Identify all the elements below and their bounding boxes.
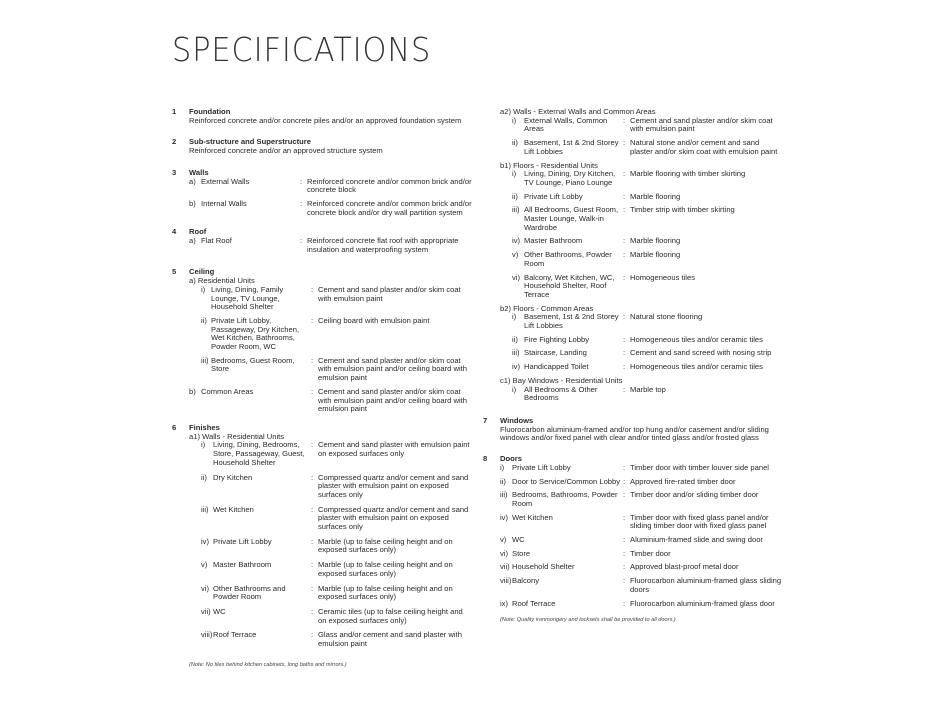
spec-row: i) Living, Dining, Family Lounge, TV Lounge, Household Shelter : Cement and sand plaster and/or skim coat with emulsion paint [201,286,472,312]
item-desc: Compressed quartz and/or cement and sand plaster with emulsion paint on exposed surfaces only [318,504,469,532]
spec-row: ii) Door to Service/Common Lobby : Approved fire-rated timber door [500,478,783,487]
subsection-heading: a2) Walls - External Walls and Common Areas [500,107,656,116]
subsection-heading: b1) Floors - Residential Units [500,160,598,170]
section-number: 4 [172,227,177,237]
section-text: Reinforced concrete and/or an approved structure system [189,146,383,156]
item-label: Staircase, Landing [524,348,587,358]
item-desc: Aluminium-framed slide and swing door [630,535,763,545]
subsection-heading: a1) Walls - Residential Units [189,431,285,441]
item-label: Living, Dining, Bedrooms, Store, Passageway, Guest, Household Shelter [213,440,305,467]
spec-row: iii) Staircase, Landing : Cement and sand screed with nosing strip [512,349,783,358]
item-desc: Homogeneous tiles and/or ceramic tiles [630,334,763,344]
b2-list [512,313,783,372]
subsection-heading: a) Residential Units [189,276,255,286]
section-title: Doors [500,454,522,464]
doors-list [500,464,783,608]
item-desc: Glass and/or cement and sand plaster with emulsion paint [318,630,462,649]
spec-row: i) External Walls, Common Areas : Cement and sand plaster and/or skim coat with emulsion paint [512,117,783,134]
section-title: Sub-structure and Superstructure [189,137,311,147]
item-label: Wet Kitchen [512,512,553,522]
item-mark: iii) [500,490,508,500]
spec-row: b) Common Areas : Cement and sand plaster and/or skim coat with emulsion paint and/or ceiling board with emulsion paint [189,388,472,414]
item-desc: Timber door with timber louver side panel [630,462,769,472]
doors-note: (Note: Quality ironmongery and locksets shall be provided to all doors.) [500,617,676,624]
item-desc: Reinforced concrete and/or common brick and/or concrete block and/or dry wall partition system [307,198,472,217]
spec-row: iii) All Bedrooms, Guest Room, Master Lounge, Walk-in Wardrobe : Timber strip with timber skirting [512,206,783,232]
spec-row: i) Living, Dining, Bedrooms, Store, Passageway, Guest, Household Shelter : Cement and sand plaster with emulsion paint on exposed surfaces only [201,441,472,467]
spec-row: iii) Bedrooms, Bathrooms, Powder Room : Timber door and/or sliding timber door [500,491,783,508]
item-label: Fire Fighting Lobby [524,334,590,344]
item-label: Flat Roof [201,236,232,246]
item-label: Roof Terrace [512,598,556,608]
spec-row: iv) Wet Kitchen : Timber door with fixed glass panel and/or sliding timber door with fixed glass panel [500,514,783,531]
item-mark: i) [201,440,206,450]
item-label: External Walls, Common Areas [524,115,608,134]
item-desc: Timber strip with timber skirting [630,205,735,215]
item-mark: a) [189,236,196,246]
spec-row: a) Flat Roof : Reinforced concrete flat roof with appropriate insulation and waterproofing system [189,237,472,254]
item-mark: b) [189,198,196,208]
item-mark: b) [189,386,196,396]
spec-row: ii) Private Lift Lobby : Marble flooring [512,193,783,202]
item-label: WC [213,606,226,616]
section-structure [172,138,472,155]
item-mark: ii) [512,191,518,201]
item-desc: Fluorocarbon aluminium-framed glass sliding doors [630,576,782,594]
finishes-note: (Note: No tiles behind kitchen cabinets, long baths and mirrors.) [189,661,347,668]
item-mark: ix) [500,598,509,608]
spec-row: a) External Walls : Reinforced concrete and/or common brick and/or concrete block [189,176,472,195]
section-title: Finishes [189,422,220,432]
left-column [172,108,472,669]
section-foundation [172,108,472,125]
item-desc: Cement and sand plaster and/or skim coat with emulsion paint [318,284,461,303]
spec-row: v) WC : Aluminium-framed slide and swing door [500,536,783,545]
item-label: Balcony, Wet Kitchen, WC, Household Shelter, Roof Terrace [524,272,615,299]
item-desc: Reinforced concrete flat roof with appropriate insulation and waterproofing system [307,236,459,254]
spec-row: i) Private Lift Lobby : Timber door with timber louver side panel [500,464,783,473]
spec-row: i) Living, Dining, Dry Kitchen, TV Lounge, Piano Lounge : Marble flooring with timber skirting [512,170,783,187]
item-label: Living, Dining, Family Lounge, TV Lounge, Household Shelter [211,284,284,312]
item-desc: Cement and sand screed with nosing strip [630,348,772,358]
item-label: Door to Service/Common Lobby [512,476,621,486]
item-desc: Cement and sand plaster with emulsion paint on exposed surfaces only [318,440,470,459]
item-mark: vii) [500,562,510,572]
item-mark: vii) [201,606,211,616]
b1-list [512,170,783,299]
item-mark: viii) [201,630,213,640]
item-mark: ii) [512,138,518,148]
spec-row: v) Master Bathroom : Marble (up to false ceiling height and on exposed surfaces only) [201,561,472,578]
item-desc: Approved blast-proof metal door [630,562,739,572]
item-label: Wet Kitchen [213,504,254,514]
item-label: Private Lift Lobby, Passageway, Dry Kitchen, Wet Kitchen, Bathrooms, Powder Room, WC [211,315,300,352]
section-title: Foundation [189,107,231,116]
item-desc: Cement and sand plaster and/or skim coat with emulsion paint [630,115,773,134]
item-label: Handicapped Toilet [524,362,589,372]
item-mark: ii) [201,315,207,325]
item-mark: i) [512,115,517,125]
item-desc: Homogeneous tiles and/or ceramic tiles [630,362,763,372]
spec-row: ii) Dry Kitchen : Compressed quartz and/or cement and sand plaster with emulsion paint on exposed surfaces only [201,474,472,500]
item-desc: Ceramic tiles (up to false ceiling height and on exposed surfaces only) [318,606,463,625]
item-desc: Marble (up to false ceiling height and on exposed surfaces only) [318,583,453,602]
item-mark: i) [512,169,517,179]
item-mark: v) [500,535,507,545]
item-label: Master Bathroom [524,236,583,246]
section-number: 5 [172,267,177,277]
item-desc: Cement and sand plaster and/or skim coat with emulsion paint and/or ceiling board with emulsion paint [318,386,468,414]
item-mark: vi) [500,548,509,558]
item-mark: vi) [512,272,521,282]
section-walls [172,169,472,218]
item-mark: iv) [500,512,509,522]
item-label: Private Lift Lobby [213,536,272,546]
section-number: 6 [172,422,177,432]
item-label: Private Lift Lobby [524,191,583,201]
spec-row: ii) Basement, 1st & 2nd Storey Lift Lobbies : Natural stone and/or cement and sand plaster and/or skim coat with emulsion paint [512,139,783,156]
item-label: Store [512,548,531,558]
item-label: Balcony [512,576,540,586]
item-desc: Natural stone and/or cement and sand plaster and/or skim coat with emulsion paint [630,138,778,156]
item-desc: Compressed quartz and/or cement and sand plaster with emulsion paint on exposed surfaces only [318,472,469,499]
spec-row: vi) Store : Timber door [500,550,783,559]
section-text: Fluorocarbon aluminium-framed and/or top hung and/or casement and/or sliding windows and/or fixed panel with clear and/or tinted glass and/or frosted glass [500,424,769,443]
item-label: Bedrooms, Bathrooms, Powder Room [512,490,618,508]
item-desc: Approved fire-rated timber door [630,476,736,486]
section-number: 8 [483,454,488,464]
spec-row: i) All Bedrooms & Other Bedrooms : Marble top [512,386,783,403]
item-desc: Reinforced concrete and/or common brick and/or concrete block [307,176,472,195]
section-number: 1 [172,107,177,116]
item-label: Basement, 1st & 2nd Storey Lift Lobbies [524,138,619,156]
spec-row: vi) Other Bathrooms and Powder Room : Marble (up to false ceiling height and on exposed surfaces only) [201,585,472,602]
item-mark: v) [201,560,208,570]
item-mark: a) [189,176,196,186]
spec-row: i) Basement, 1st & 2nd Storey Lift Lobbies : Natural stone flooring [512,313,783,330]
section-number: 7 [483,415,488,425]
section-text: Reinforced concrete and/or concrete piles and/or an approved foundation system [189,115,462,125]
item-desc: Timber door and/or sliding timber door [630,490,759,500]
item-mark: iv) [512,236,521,246]
spec-row: iv) Private Lift Lobby : Marble (up to false ceiling height and on exposed surfaces only) [201,538,472,555]
item-desc: Cement and sand plaster and/or skim coat with emulsion paint and/or ceiling board with emulsion paint [318,355,468,383]
spec-row: iii) Wet Kitchen : Compressed quartz and/or cement and sand plaster with emulsion paint on exposed surfaces only [201,506,472,532]
item-label: All Bedrooms, Guest Room, Master Lounge, Walk-in Wardrobe [524,205,619,232]
item-label: Other Bathrooms, Powder Room [524,250,612,268]
spec-row: iv) Master Bathroom : Marble flooring [512,237,783,246]
item-mark: i) [201,284,206,294]
item-desc: Natural stone flooring [630,312,703,322]
item-label: Dry Kitchen [213,472,253,482]
finishes-list [201,441,472,648]
page-title: SPECIFICATIONS [172,30,432,69]
item-mark: i) [500,462,505,472]
item-mark: v) [512,250,519,260]
item-mark: iii) [512,348,520,358]
spec-row: v) Other Bathrooms, Powder Room : Marble flooring [512,251,783,268]
spec-row: iii) Bedrooms, Guest Room, Store : Cement and sand plaster and/or skim coat with emulsion paint and/or ceiling board with emulsion paint [201,357,472,383]
spec-row: ii) Fire Fighting Lobby : Homogeneous tiles and/or ceramic tiles [512,336,783,345]
item-label: Household Shelter [512,562,575,572]
section-number: 3 [172,167,177,177]
item-mark: iv) [512,362,521,372]
item-desc: Marble (up to false ceiling height and on exposed surfaces only) [318,536,453,555]
c1-list [512,386,783,403]
item-mark: iii) [201,355,209,365]
item-label: Common Areas [201,386,254,396]
item-label: External Walls [201,176,250,186]
item-desc: Timber door with fixed glass panel and/or sliding timber door with fixed glass panel [630,512,769,531]
a2-list [512,117,783,157]
spec-row: b) Internal Walls : Reinforced concrete and/or common brick and/or concrete block and/or dry wall partition system [189,198,472,217]
item-mark: ii) [512,334,518,344]
item-label: Bedrooms, Guest Room, Store [211,355,295,374]
item-label: Living, Dining, Dry Kitchen, TV Lounge, Piano Lounge [524,169,616,187]
spec-row: viii) Balcony : Fluorocarbon aluminium-framed glass sliding doors [500,576,782,594]
section-number: 2 [172,137,177,147]
spec-row: iv) Handicapped Toilet : Homogeneous tiles and/or ceramic tiles [512,363,783,372]
item-mark: iv) [201,536,210,546]
item-label: Master Bathroom [213,560,272,570]
subsection-heading: b2) Floors - Common Areas [500,303,594,313]
item-mark: ii) [500,476,506,486]
item-desc: Marble flooring with timber skirting [630,169,746,179]
spec-row: ii) Private Lift Lobby, Passageway, Dry Kitchen, Wet Kitchen, Bathrooms, Powder Room, WC : Ceiling board with emulsion paint [201,317,472,352]
item-label: WC [512,535,525,545]
item-mark: vi) [201,583,210,593]
item-desc: Marble flooring [630,236,681,246]
item-mark: viii) [500,576,512,586]
spec-row: vii) Household Shelter : Approved blast-proof metal door [500,563,783,572]
right-column [483,108,783,625]
section-windows [483,417,783,443]
item-label: Basement, 1st & 2nd Storey Lift Lobbies [524,312,619,331]
section-title: Roof [189,227,207,237]
item-desc: Marble flooring [630,250,681,260]
spec-row: viii) Roof Terrace : Glass and/or cement and sand plaster with emulsion paint [201,631,472,648]
item-desc: Marble flooring [630,191,681,201]
spec-row: ix) Roof Terrace : Fluorocarbon aluminium-framed glass door [500,600,783,609]
item-mark: i) [512,312,517,322]
item-mark: i) [512,384,517,394]
item-mark: iii) [512,205,520,215]
spec-row: vi) Balcony, Wet Kitchen, WC, Household Shelter, Roof Terrace : Homogeneous tiles [512,274,783,300]
section-title: Ceiling [189,267,215,277]
section-title: Windows [500,415,534,425]
item-desc: Ceiling board with emulsion paint [318,315,430,325]
section-roof [172,228,472,254]
section-doors [483,455,783,625]
item-label: All Bedrooms & Other Bedrooms [524,384,598,403]
item-label: Roof Terrace [213,630,257,640]
item-desc: Fluorocarbon aluminium-framed glass door [630,598,775,608]
item-desc: Timber door [630,548,671,558]
section-title: Walls [189,167,209,177]
item-label: Other Bathrooms and Powder Room [213,583,286,602]
item-mark: iii) [201,504,209,514]
item-label: Internal Walls [201,198,247,208]
item-label: Private Lift Lobby [512,462,571,472]
section-ceiling [172,268,472,414]
item-desc: Homogeneous tiles [630,272,696,282]
subsection-heading: c1) Bay Windows - Residential Units [500,375,623,385]
spec-row: vii) WC : Ceramic tiles (up to false ceiling height and on exposed surfaces only) [201,608,472,625]
item-mark: ii) [201,472,207,482]
item-desc: Marble (up to false ceiling height and on exposed surfaces only) [318,560,453,578]
section-finishes [172,424,472,669]
item-desc: Marble top [630,384,666,394]
